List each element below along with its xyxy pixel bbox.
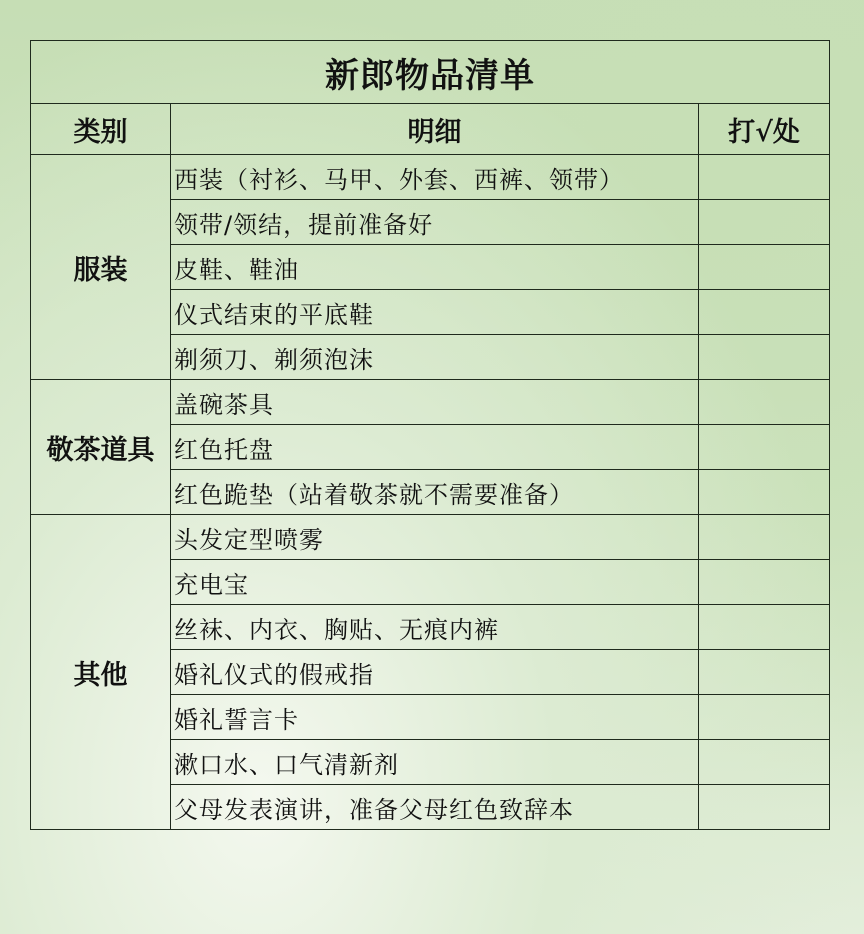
check-box[interactable] xyxy=(699,695,830,740)
item-label: 婚礼誓言卡 xyxy=(171,695,699,740)
checklist-sheet xyxy=(30,40,829,830)
item-label: 父母发表演讲，准备父母红色致辞本 xyxy=(171,785,699,830)
check-box[interactable] xyxy=(699,605,830,650)
check-box[interactable] xyxy=(699,155,830,200)
category-other: 其他 xyxy=(31,515,171,830)
item-label: 西装（衬衫、马甲、外套、西裤、领带） xyxy=(171,155,699,200)
item-label: 剃须刀、剃须泡沫 xyxy=(171,335,699,380)
check-box[interactable] xyxy=(699,335,830,380)
check-box[interactable] xyxy=(699,515,830,560)
item-label: 头发定型喷雾 xyxy=(171,515,699,560)
check-box[interactable] xyxy=(699,425,830,470)
item-label: 皮鞋、鞋油 xyxy=(171,245,699,290)
table-row xyxy=(31,380,830,425)
table-row xyxy=(31,155,830,200)
item-label: 红色跪垫（站着敬茶就不需要准备） xyxy=(171,470,699,515)
item-label: 领带/领结，提前准备好 xyxy=(171,200,699,245)
check-box[interactable] xyxy=(699,290,830,335)
header-category: 类别 xyxy=(31,104,171,155)
check-box[interactable] xyxy=(699,245,830,290)
checklist-table xyxy=(30,40,830,830)
header-check: 打√处 xyxy=(699,104,830,155)
check-box[interactable] xyxy=(699,785,830,830)
category-clothing: 服装 xyxy=(31,155,171,380)
item-label: 红色托盘 xyxy=(171,425,699,470)
item-label: 漱口水、口气清新剂 xyxy=(171,740,699,785)
check-box[interactable] xyxy=(699,650,830,695)
table-row xyxy=(31,515,830,560)
item-label: 婚礼仪式的假戒指 xyxy=(171,650,699,695)
item-label: 盖碗茶具 xyxy=(171,380,699,425)
check-box[interactable] xyxy=(699,470,830,515)
check-box[interactable] xyxy=(699,740,830,785)
item-label: 充电宝 xyxy=(171,560,699,605)
category-tea-ceremony: 敬茶道具 xyxy=(31,380,171,515)
check-box[interactable] xyxy=(699,200,830,245)
check-box[interactable] xyxy=(699,560,830,605)
item-label: 仪式结束的平底鞋 xyxy=(171,290,699,335)
header-detail: 明细 xyxy=(171,104,699,155)
check-box[interactable] xyxy=(699,380,830,425)
table-title: 新郎物品清单 xyxy=(31,41,830,104)
item-label: 丝袜、内衣、胸贴、无痕内裤 xyxy=(171,605,699,650)
